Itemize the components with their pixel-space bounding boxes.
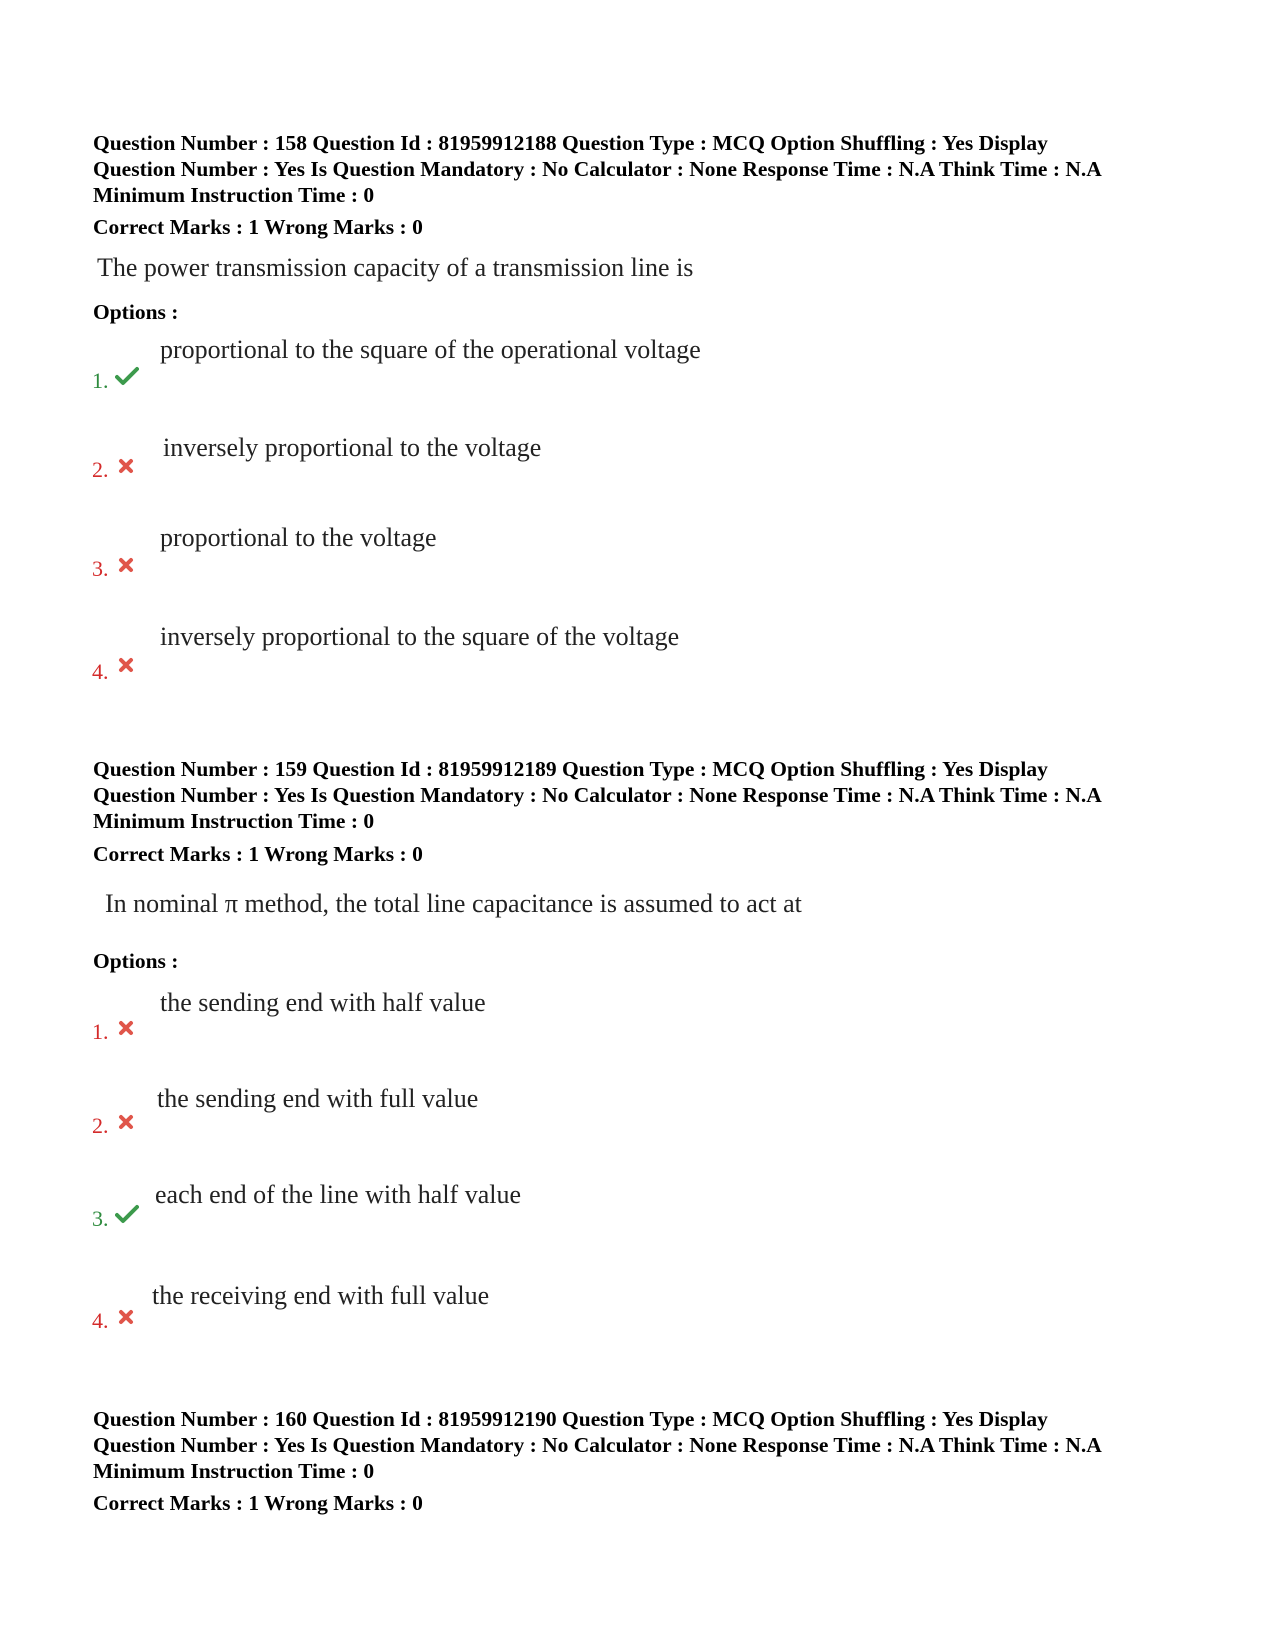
question-159-text: In nominal π method, the total line capacitance is assumed to act at — [105, 889, 802, 918]
question-159-marks: Correct Marks : 1 Wrong Marks : 0 — [93, 842, 423, 866]
question-160-meta — [93, 1406, 1233, 1484]
option-number: 1. — [92, 368, 109, 393]
question-158-options-label: Options : — [93, 300, 179, 324]
question-160-marks: Correct Marks : 1 Wrong Marks : 0 — [93, 1491, 423, 1515]
question-159-options-label: Options : — [93, 949, 179, 973]
cross-icon — [118, 1114, 134, 1135]
meta-line-1: Question Number : 158 Question Id : 81959912188 Question Type : MCQ Option Shuffling : Yes Display — [93, 131, 1048, 155]
question-158-text: The power transmission capacity of a transmission line is — [97, 253, 694, 282]
option-text: the receiving end with full value — [152, 1281, 490, 1310]
option-text: the sending end with full value — [157, 1084, 479, 1113]
option-number: 4. — [92, 659, 109, 684]
option-text: inversely proportional to the square of the voltage — [160, 622, 680, 651]
meta-line-2: Question Number : Yes Is Question Mandatory : No Calculator : None Response Time : N.A Think Time : N.A — [93, 1433, 1102, 1457]
meta-line-2: Question Number : Yes Is Question Mandatory : No Calculator : None Response Time : N.A Think Time : N.A — [93, 783, 1102, 807]
meta-line-1: Question Number : 159 Question Id : 81959912189 Question Type : MCQ Option Shuffling : Yes Display — [93, 757, 1048, 781]
option-number: 2. — [92, 457, 109, 482]
option-number: 1. — [92, 1019, 109, 1044]
option-number: 3. — [92, 1206, 109, 1231]
cross-icon — [118, 657, 134, 678]
option-text: inversely proportional to the voltage — [163, 433, 542, 462]
meta-line-3: Minimum Instruction Time : 0 — [93, 1459, 375, 1483]
question-158-meta — [93, 130, 1233, 208]
option-number: 2. — [92, 1113, 109, 1138]
question-158-marks: Correct Marks : 1 Wrong Marks : 0 — [93, 215, 423, 239]
meta-line-3: Minimum Instruction Time : 0 — [93, 183, 375, 207]
option-text: proportional to the voltage — [160, 523, 437, 552]
option-text: proportional to the square of the operational voltage — [160, 335, 701, 364]
meta-line-1: Question Number : 160 Question Id : 81959912190 Question Type : MCQ Option Shuffling : Yes Display — [93, 1407, 1048, 1431]
question-159-meta — [93, 756, 1233, 834]
cross-icon — [118, 557, 134, 578]
option-number: 3. — [92, 556, 109, 581]
cross-icon — [118, 1309, 134, 1330]
check-icon — [115, 1204, 139, 1229]
meta-line-3: Minimum Instruction Time : 0 — [93, 809, 375, 833]
cross-icon — [118, 1020, 134, 1041]
option-text: each end of the line with half value — [155, 1180, 522, 1209]
meta-line-2: Question Number : Yes Is Question Mandatory : No Calculator : None Response Time : N.A Think Time : N.A — [93, 157, 1102, 181]
option-text: the sending end with half value — [160, 988, 486, 1017]
check-icon — [115, 366, 139, 391]
option-number: 4. — [92, 1308, 109, 1333]
cross-icon — [118, 458, 134, 479]
